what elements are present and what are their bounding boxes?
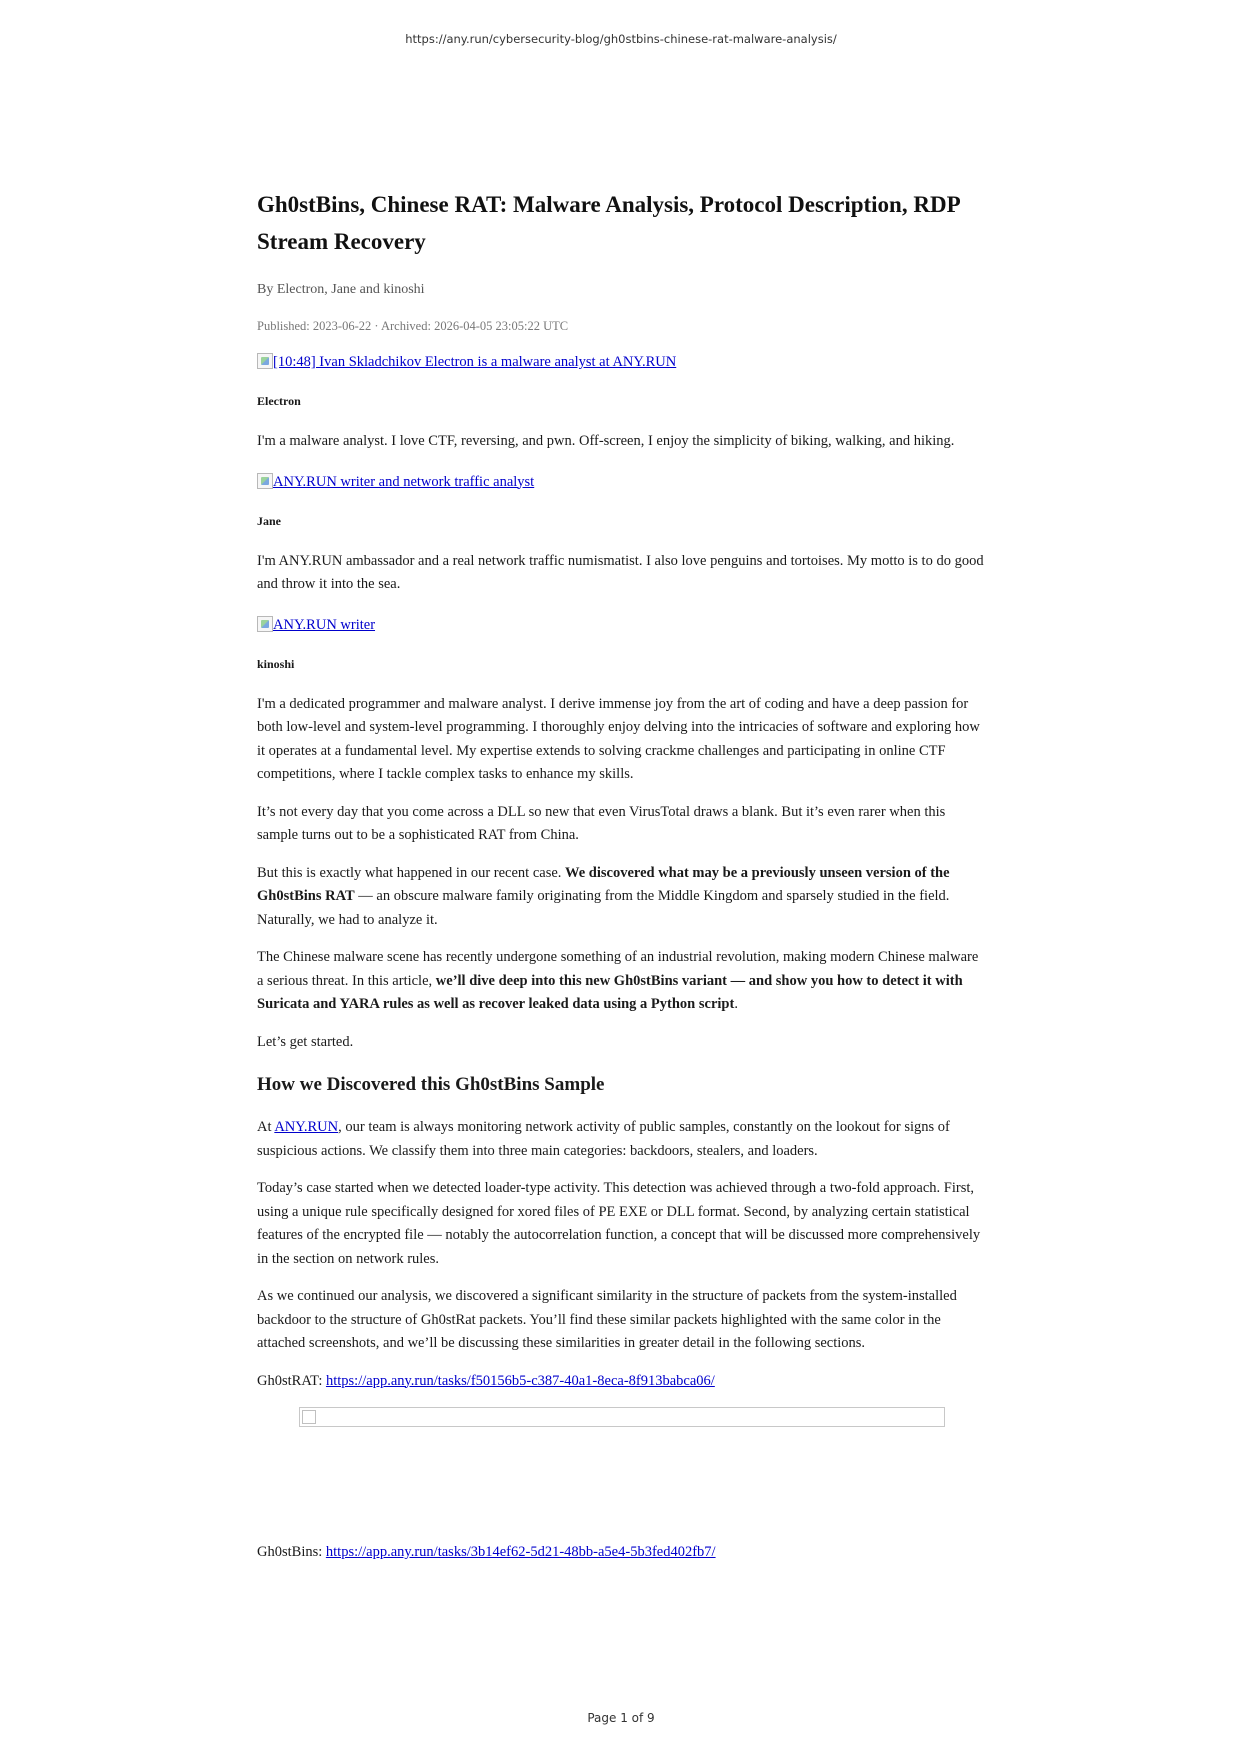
author-image-link-jane[interactable]: [257, 472, 534, 492]
author-bio-kinoshi: I'm a dedicated programmer and malware analyst. I derive immense joy from the art of coding and have a deep passion for both low-level and system-level programming. I thoroughly enjoy delving into the intricacies of software and exploring how it operates at a fundamental level. My expertise extends to solving crackme challenges and participating in online CTF competitions, where I tackle complex tasks to enhance my skills.: [257, 695, 980, 782]
gh0strat-task-line: [257, 1370, 987, 1394]
text-run: But this is exactly what happened in our recent case.: [257, 864, 566, 881]
text-run: Gh0stRAT:: [257, 1372, 326, 1389]
intro-paragraph: Let’s get started.: [257, 1033, 354, 1050]
page-url-header: https://any.run/cybersecurity-blog/gh0stbins-chinese-rat-malware-analysis/: [405, 32, 837, 46]
author-image-alt: [10:48] Ivan Skladchikov Electron is a malware analyst at ANY.RUN: [273, 354, 677, 370]
broken-image-icon: [257, 473, 273, 489]
page-number: Page 1 of 9: [587, 1711, 655, 1725]
section-paragraph: As we continued our analysis, we discovered a significant similarity in the structure of packets from the system-installed backdoor to the structure of Gh0stRat packets. You’ll find these similar packets highlighted with the same color in the attached screenshots, and we’ll be discussing these similarities in greater detail in the following sections.: [257, 1288, 957, 1351]
author-name-jane: Jane: [257, 513, 281, 528]
gh0stbins-task-line: [257, 1541, 987, 1565]
anyrun-link[interactable]: ANY.RUN: [274, 1119, 339, 1135]
article-content: [257, 186, 987, 1579]
broken-image-icon: [302, 1410, 316, 1424]
text-run: .: [734, 996, 738, 1012]
article-title: Gh0stBins, Chinese RAT: Malware Analysis, Protocol Description, RDP Stream Recovery: [257, 192, 960, 254]
author-bio-electron: I'm a malware analyst. I love CTF, reversing, and pwn. Off-screen, I enjoy the simplicity of biking, walking, and hiking.: [257, 433, 955, 449]
section-heading: How we Discovered this Gh0stBins Sample: [257, 1074, 605, 1095]
broken-image-icon: [257, 616, 273, 632]
broken-image-frame: [299, 1407, 945, 1427]
section-paragraph: [257, 1116, 987, 1163]
author-bio-jane: I'm ANY.RUN ambassador and a real network traffic numismatist. I also love penguins and tortoises. My motto is to do good and throw it into the sea.: [257, 552, 984, 592]
intro-paragraph: [257, 862, 987, 933]
author-image-alt: ANY.RUN writer and network traffic analyst: [273, 473, 535, 490]
author-name-electron: Electron: [257, 394, 301, 408]
text-run: At: [257, 1119, 275, 1135]
text-run: , our team is always monitoring network activity of public samples, constantly on the lookout for signs of suspicious actions. We classify them into three main categories: backdoors, stealers, and loaders.: [257, 1119, 950, 1159]
gh0strat-task-link[interactable]: https://app.any.run/tasks/f50156b5-c387-40a1-8eca-8f913babca06/: [325, 1372, 715, 1389]
intro-paragraph: [257, 946, 987, 1017]
intro-paragraph: It’s not every day that you come across a DLL so new that even VirusTotal draws a blank. But it’s even rarer when this sample turns out to be a sophisticated RAT from China.: [257, 803, 946, 843]
broken-image-icon: [257, 353, 273, 369]
gh0stbins-task-link[interactable]: https://app.any.run/tasks/3b14ef62-5d21-48bb-a5e4-5b3fed402fb7/: [325, 1544, 716, 1560]
text-run: Gh0stBins:: [257, 1544, 326, 1560]
screenshot-figure: [257, 1407, 987, 1541]
text-run: — an obscure malware family originating from the Middle Kingdom and sparsely studied in the field. Naturally, we had to analyze it.: [257, 888, 950, 928]
author-image-link-kinoshi[interactable]: [257, 615, 375, 635]
author-image-link-electron[interactable]: [257, 352, 676, 372]
text-run: The Chinese malware scene has recently undergone something of an industrial revolution, making modern Chinese malware a serious threat. In this article,: [257, 949, 979, 989]
author-name-kinoshi: kinoshi: [257, 656, 295, 671]
author-image-alt: ANY.RUN writer: [273, 616, 376, 633]
publish-date: Published: 2023-06-22 · Archived: 2026-04-05 23:05:22 UTC: [257, 319, 569, 333]
bold-text: we’ll dive deep into this new Gh0stBins variant — and show you how to detect it with Suricata and YARA rules as well as recover leaked data using a Python script: [257, 972, 963, 1012]
article-byline: By Electron, Jane and kinoshi: [257, 282, 425, 297]
bold-text: We discovered what may be a previously unseen version of the Gh0stBins RAT: [257, 864, 950, 904]
section-paragraph: Today’s case started when we detected loader-type activity. This detection was achieved through a two-fold approach. First, using a unique rule specifically designed for xored files of PE EXE or DLL format. Second, by analyzing certain statistical features of the encrypted file — notably the autocorrelation function, a concept that will be discussed more comprehensively in the section on network rules.: [257, 1180, 981, 1267]
